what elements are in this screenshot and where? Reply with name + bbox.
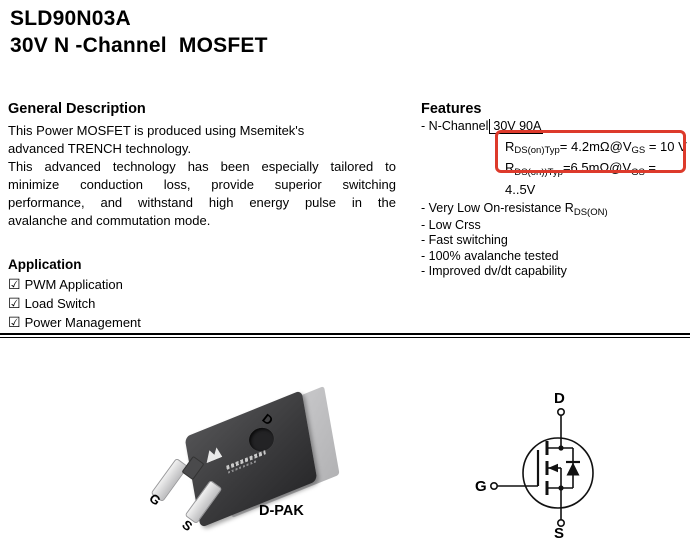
application-item xyxy=(8,313,141,332)
features-section xyxy=(421,101,689,280)
feature-item-crss: - Low Crss xyxy=(421,217,481,232)
checked-checkbox-icon: ☑ xyxy=(8,295,21,311)
feature-resistance-subscript: DS(ON) xyxy=(573,206,608,218)
package-source-label: S xyxy=(179,516,196,535)
package-name-label: D-PAK xyxy=(259,503,304,519)
description-line: This advanced technology has been especially tailored to xyxy=(8,159,396,174)
application-item-label: Load Switch xyxy=(24,296,96,311)
description-line: advanced TRENCH technology. xyxy=(8,141,192,156)
mosfet-symbol-svg xyxy=(470,380,690,543)
diode-triangle xyxy=(567,463,580,476)
application-item-label: Power Management xyxy=(24,315,141,330)
feature-item-dvdt: - Improved dv/dt capability xyxy=(421,264,567,278)
rds-line-1 xyxy=(505,137,689,159)
drain-terminal xyxy=(558,409,564,415)
description-line: avalanche and commutation mode. xyxy=(8,213,211,228)
description-line: performance, and withstand high energy pulse in the xyxy=(8,195,396,210)
mosfet-symbol xyxy=(470,380,690,543)
rds1-condition: = 10 V xyxy=(645,138,687,154)
rds2-subscript: DS(on))Typ xyxy=(514,166,563,178)
arrow-head xyxy=(548,464,558,472)
application-section xyxy=(8,256,141,332)
symbol-drain-label: D xyxy=(554,390,565,407)
application-item-label: PWM Application xyxy=(24,277,123,292)
general-description-body xyxy=(8,122,396,230)
feature-item-switching: - Fast switching xyxy=(421,233,508,247)
rds1-subscript: DS(on)Typ xyxy=(514,145,560,156)
rds2-value: =6.5mΩ@V xyxy=(562,160,632,175)
feature-channel-rating: 30V 90A xyxy=(489,119,543,134)
gate-terminal xyxy=(491,483,497,489)
part-number-title: SLD90N03A xyxy=(10,7,131,30)
rds1-value: = 4.2mΩ@V xyxy=(559,138,632,154)
general-description-section xyxy=(8,101,396,230)
description-line: minimize conduction loss, provide superior switching xyxy=(8,177,396,192)
symbol-source-label: S xyxy=(554,525,565,542)
feature-resistance-text: - Very Low On-resistance R xyxy=(421,201,574,215)
package-drawing xyxy=(128,392,358,542)
feature-channel-text: - N-Channel xyxy=(421,119,489,133)
feature-item-resistance xyxy=(421,201,689,218)
checked-checkbox-icon: ☑ xyxy=(8,276,21,292)
general-description-heading: General Description xyxy=(8,101,146,117)
symbol-gate-label: G xyxy=(475,478,487,495)
feature-item-avalanche: - 100% avalanche tested xyxy=(421,248,559,263)
description-line: This Power MOSFET is produced using Msemitek's xyxy=(8,123,305,138)
application-heading: Application xyxy=(8,257,82,272)
rds1-vgs-subscript: GS xyxy=(631,145,646,156)
feature-item-channel xyxy=(421,119,689,135)
application-item xyxy=(8,275,141,294)
section-divider-thick xyxy=(0,333,690,335)
rds-line-2 xyxy=(505,158,689,199)
features-heading: Features xyxy=(421,101,482,117)
application-item xyxy=(8,294,141,313)
part-description-title: 30V N -Channel MOSFET xyxy=(10,34,268,57)
rds1-symbol: R xyxy=(505,138,515,154)
package-drain-label: D xyxy=(259,410,277,429)
checked-checkbox-icon: ☑ xyxy=(8,314,21,330)
section-divider-thin xyxy=(0,337,690,338)
document-header xyxy=(10,5,268,59)
rds-values-group xyxy=(505,135,689,202)
package-gate-label: G xyxy=(146,490,164,509)
rds2-symbol: R xyxy=(505,160,515,175)
rds2-condition: = 4..5V xyxy=(505,160,657,197)
rds2-vgs-subscript: GS xyxy=(631,166,645,178)
